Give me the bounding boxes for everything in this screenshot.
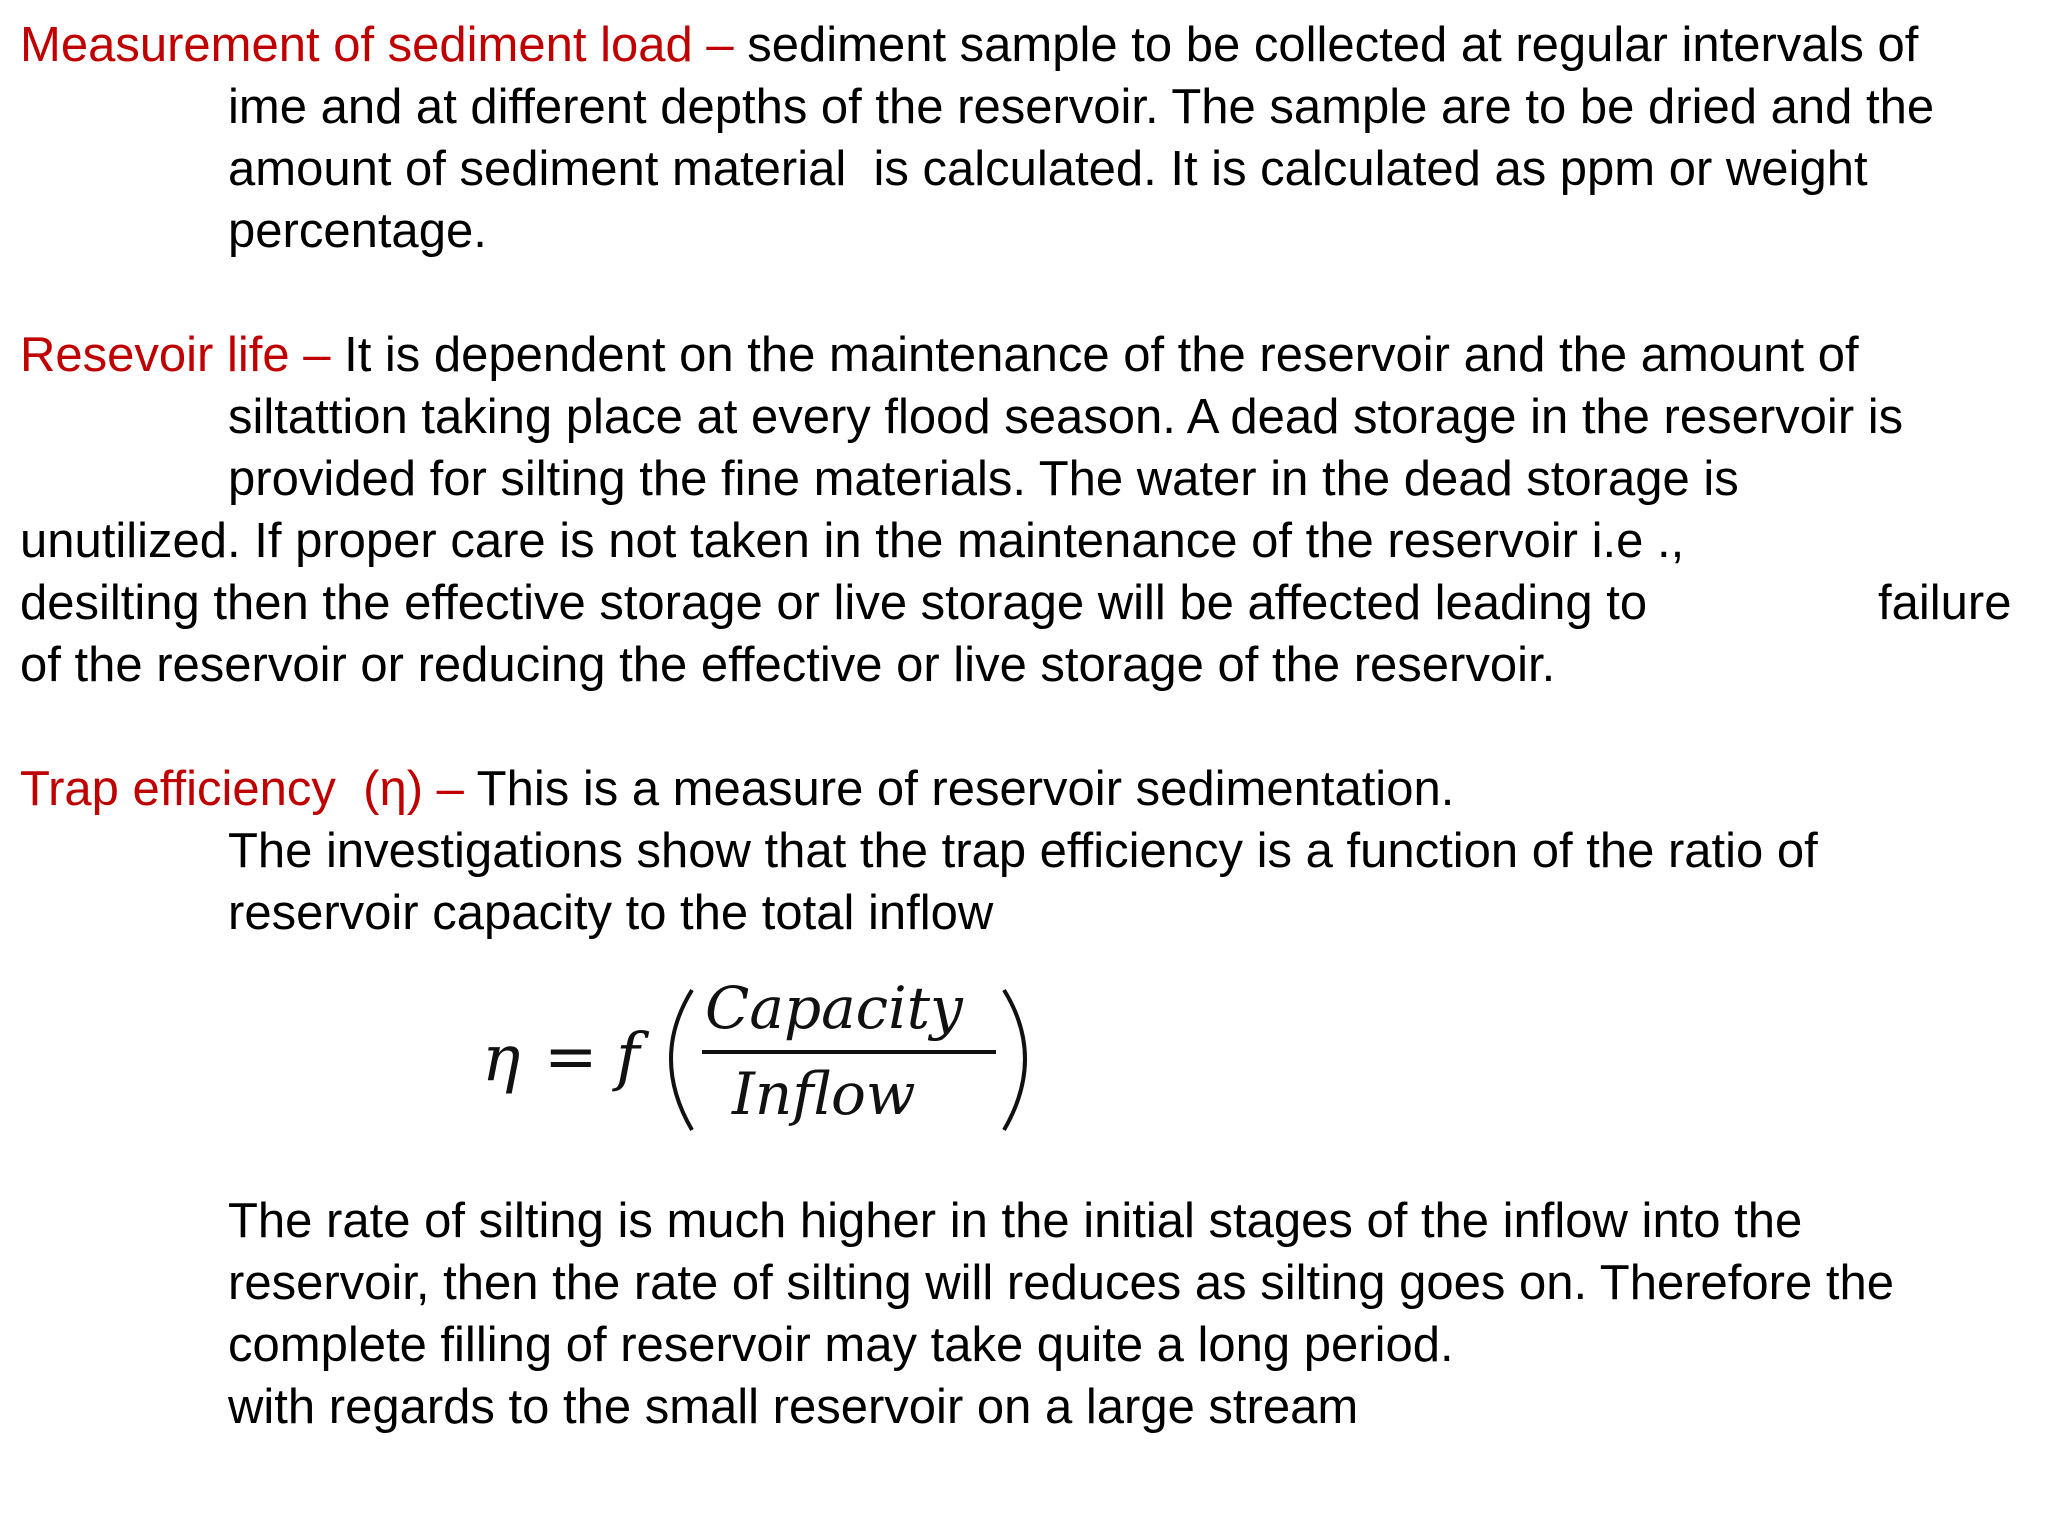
text-line: amount of sediment material is calculated. It is calculated as ppm or weight: [228, 142, 1868, 196]
text-line: unutilized. If proper care is not taken in the maintenance of the reservoir i.e .,: [20, 514, 1685, 568]
text-line: ime and at different depths of the reservoir. The sample are to be dried and the: [228, 80, 1935, 134]
formula-f: f: [616, 1020, 640, 1094]
formula-equals: =: [544, 1020, 598, 1094]
term-reservoir-life: Resevoir life –: [20, 328, 331, 382]
text-line-failure: failure: [1878, 576, 2012, 630]
term-trap-efficiency: Trap efficiency (η) –: [20, 762, 464, 816]
text-line: It is dependent on the maintenance of the reservoir and the amount of: [330, 328, 1859, 382]
text-line: complete filling of reservoir may take quite a long period.: [228, 1318, 1454, 1372]
text-line: of the reservoir or reducing the effective or live storage of the reservoir.: [20, 638, 1556, 692]
text-line: reservoir capacity to the total inflow: [228, 886, 994, 940]
formula-eta: η: [482, 1022, 521, 1096]
trap-efficiency-formula: [480, 968, 1040, 1148]
text-line: with regards to the small reservoir on a large stream: [228, 1380, 1359, 1434]
text-line: desilting then the effective storage or live storage will be affected leading to: [20, 576, 1648, 630]
left-paren: [671, 990, 692, 1130]
formula-denominator: Inflow: [732, 1060, 916, 1128]
text-line: siltattion taking place at every flood season. A dead storage in the reservoir is: [228, 390, 1904, 444]
section-2-first-line: [20, 324, 1859, 386]
text-line: provided for silting the fine materials. The water in the dead storage is: [228, 452, 1739, 506]
text-line: The investigations show that the trap efficiency is a function of the ratio of: [228, 824, 1818, 878]
right-paren: [1004, 990, 1025, 1130]
term-sediment-load: Measurement of sediment load –: [20, 18, 734, 72]
text-line: sediment sample to be collected at regular intervals of: [733, 18, 1919, 72]
formula-numerator: Capacity: [705, 974, 963, 1042]
section-1-first-line: [20, 14, 1918, 76]
text-line: reservoir, then the rate of silting will reduces as silting goes on. Therefore the: [228, 1256, 1894, 1310]
section-3-first-line: [20, 758, 1454, 820]
text-line: This is a measure of reservoir sedimentation.: [463, 762, 1455, 816]
text-line: The rate of silting is much higher in the initial stages of the inflow into the: [228, 1194, 1803, 1248]
text-line: percentage.: [228, 204, 487, 258]
